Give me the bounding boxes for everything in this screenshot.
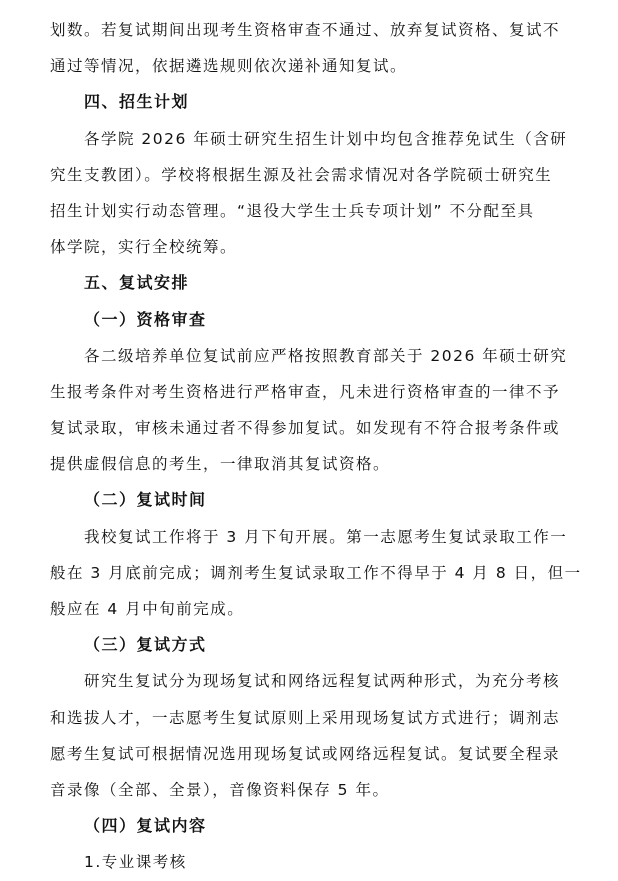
text-line: 我校复试工作将于 3 月下旬开展。第一志愿考生复试录取工作一	[84, 527, 568, 546]
text-line: 划数。若复试期间出现考生资格审查不通过、放弃复试资格、复试不	[50, 21, 561, 39]
section-heading: （二）复试时间	[84, 490, 207, 510]
section-heading: （一）资格审查	[84, 309, 207, 329]
text-line: 般在 3 月底前完成；调剂考生复试录取工作不得早于 4 月 8 日，但一	[50, 563, 582, 582]
section-heading: 四、招生计划	[84, 92, 190, 112]
text-line: 体学院，实行全校统筹。	[50, 238, 238, 257]
text-line: 1.专业课考核	[84, 853, 187, 872]
section-heading: （四）复试内容	[84, 816, 207, 836]
text-line: 和选拔人才，一志愿考生复试原则上采用现场复试方式进行；调剂志	[50, 708, 561, 727]
text-line: 究生支教团）。学校将根据生源及社会需求情况对各学院硕士研究生	[50, 165, 553, 184]
text-line: 各学院 2026 年硕士研究生招生计划中均包含推荐免试生（含研	[84, 129, 568, 148]
text-line: 愿考生复试可根据情况选用现场复试或网络远程复试。复试要全程录	[50, 744, 561, 763]
text-line: 招生计划实行动态管理。“退役大学生士兵专项计划” 不分配至具	[50, 201, 535, 220]
section-heading: （三）复试方式	[84, 635, 207, 655]
document-body	[50, 12, 590, 881]
text-line: 般应在 4 月中旬前完成。	[50, 600, 245, 618]
text-line: 音录像（全部、全景），音像资料保存 5 年。	[50, 780, 390, 799]
text-line: 提供虚假信息的考生，一律取消其复试资格。	[50, 455, 391, 474]
text-line: 复试录取，审核未通过者不得参加复试。如发现有不符合报考条件或	[50, 419, 561, 438]
text-line: 生报考条件对考生资格进行严格审查，凡未进行资格审查的一律不予	[50, 382, 561, 401]
section-heading: 五、复试安排	[84, 273, 190, 293]
text-line: 研究生复试分为现场复试和网络远程复试两种形式，为充分考核	[84, 672, 561, 691]
text-line: 通过等情况，依据遴选规则依次递补通知复试。	[50, 57, 408, 76]
text-line: 各二级培养单位复试前应严格按照教育部关于 2026 年硕士研究	[84, 346, 568, 365]
